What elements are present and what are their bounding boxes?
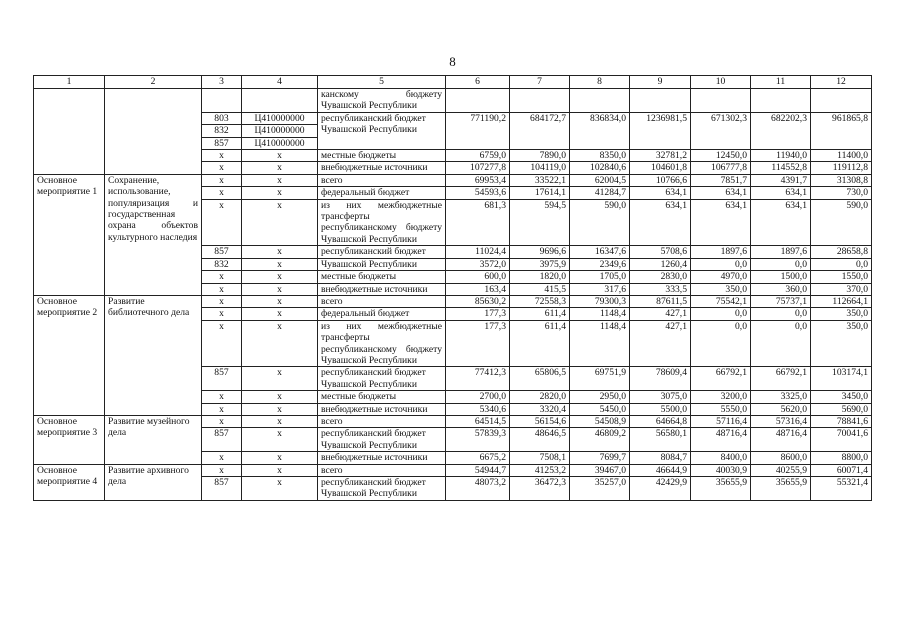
col-header: 10: [691, 76, 751, 89]
table-row: [34, 89, 872, 113]
table-row: Основное мероприятие 4 Развитие архивного дела x x всего 54944,7 41253,2 39467,0 46644,9 40030,9 40255,9 60071,4: [34, 464, 872, 476]
table-row: 857 x республиканский бюджет 11024,4 9696,6 16347,6 5708,6 1897,6 1897,6 28658,8: [34, 246, 872, 258]
table-row: x x местные бюджеты 6759,0 7890,0 8350,0 32781,2 12450,0 11940,0 11400,0: [34, 150, 872, 162]
table-row: x x местные бюджеты 2700,0 2820,0 2950,0 3075,0 3200,0 3325,0 3450,0: [34, 391, 872, 403]
table-row: x x федеральный бюджет 54593,6 17614,1 41284,7 634,1 634,1 634,1 730,0: [34, 187, 872, 199]
col-header: 11: [751, 76, 811, 89]
col-header: 8: [570, 76, 630, 89]
table-row: 857 x республиканский бюджет Чувашской Республики 77412,3 65806,5 69751,9 78609,4 66792,1 66792,1 103174,1: [34, 367, 872, 391]
measure-label: Основное мероприятие 1: [34, 174, 105, 295]
measure-title: Развитие архивного дела: [105, 464, 202, 500]
table-row: 832 Ц410000000: [34, 125, 872, 137]
table-row: 857 x республиканский бюджет Чувашской Республики 57839,3 48646,5 46809,2 56580,1 48716,4 48716,4 70041,6: [34, 428, 872, 452]
col-header: 1: [34, 76, 105, 89]
col-header: 6: [446, 76, 510, 89]
col-header: 3: [202, 76, 242, 89]
table-row: 857 x республиканский бюджет Чувашской Республики 48073,2 36472,3 35257,0 42429,9 35655,9 35655,9 55321,4: [34, 477, 872, 501]
table-row: Основное мероприятие 2 Развитие библиотечного дела x x всего 85630,2 72558,3 79300,3 87611,5 75542,1 75737,1 112664,1: [34, 295, 872, 307]
table-row: x x внебюджетные источники 5340,6 3320,4 5450,0 5500,0 5550,0 5620,0 5690,0: [34, 403, 872, 415]
measure-title: Сохранение, использование, популяризация и государственная охрана объектов культурного наследия: [105, 174, 202, 295]
page-number: 8: [449, 54, 456, 69]
source-cell: канскому бюджету Чувашской Республики: [318, 89, 446, 113]
col-header: 4: [242, 76, 318, 89]
col-header: 9: [630, 76, 691, 89]
table-row: x x из них межбюджетные трансферты республиканскому бюджету Чувашской Республики 177,3 611,4 1148,4 427,1 0,0 0,0 350,0: [34, 320, 872, 367]
source-cell: республиканский бюджет Чувашской Республики: [318, 112, 446, 149]
budget-table: [33, 75, 872, 501]
table-row: 803 Ц410000000 республиканский бюджет Чувашской Республики 771190,2 684172,7 836834,0 1236981,5 671302,3 682202,3 961865,8: [34, 112, 872, 124]
measure-label: Основное мероприятие 2: [34, 295, 105, 415]
table-row: x x местные бюджеты 600,0 1820,0 1705,0 2830,0 4970,0 1500,0 1550,0: [34, 271, 872, 283]
measure-label: Основное мероприятие 4: [34, 464, 105, 500]
col-header: 7: [510, 76, 570, 89]
table-row: x x федеральный бюджет 177,3 611,4 1148,4 427,1 0,0 0,0 350,0: [34, 308, 872, 320]
table-row: Основное мероприятие 3 Развитие музейного дела x x всего 64514,5 56154,6 54508,9 64664,8 57116,4 57316,4 78841,6: [34, 415, 872, 427]
table-row: x x из них межбюджетные трансферты республиканскому бюджету Чувашской Республики 681,3 594,5 590,0 634,1 634,1 634,1 590,0: [34, 199, 872, 246]
col-header: 12: [811, 76, 872, 89]
table-row: x x внебюджетные источники 6675,2 7508,1 7699,7 8084,7 8400,0 8600,0 8800,0: [34, 452, 872, 464]
measure-title: Развитие библиотечного дела: [105, 295, 202, 415]
measure-title: Развитие музейного дела: [105, 415, 202, 464]
col-header: 2: [105, 76, 202, 89]
table-row: x x внебюджетные источники 163,4 415,5 317,6 333,5 350,0 360,0 370,0: [34, 283, 872, 295]
col-header: 5: [318, 76, 446, 89]
measure-label: Основное мероприятие 3: [34, 415, 105, 464]
table-row: 857 Ц410000000: [34, 137, 872, 149]
table-row: 832 x Чувашской Республики 3572,0 3975,9 2349,6 1260,4 0,0 0,0 0,0: [34, 258, 872, 270]
table-row: Основное мероприятие 1 Сохранение, использование, популяризация и государственная охрана объектов культурного наследия x x всего 69953,4 33522,1 62004,5 10766,6 7851,7 4391,7 31308,8: [34, 174, 872, 186]
table-row: x x внебюджетные источники 107277,8 104119,0 102840,6 104601,8 106777,8 114552,8 119112,8: [34, 162, 872, 174]
header-row: [34, 76, 872, 89]
